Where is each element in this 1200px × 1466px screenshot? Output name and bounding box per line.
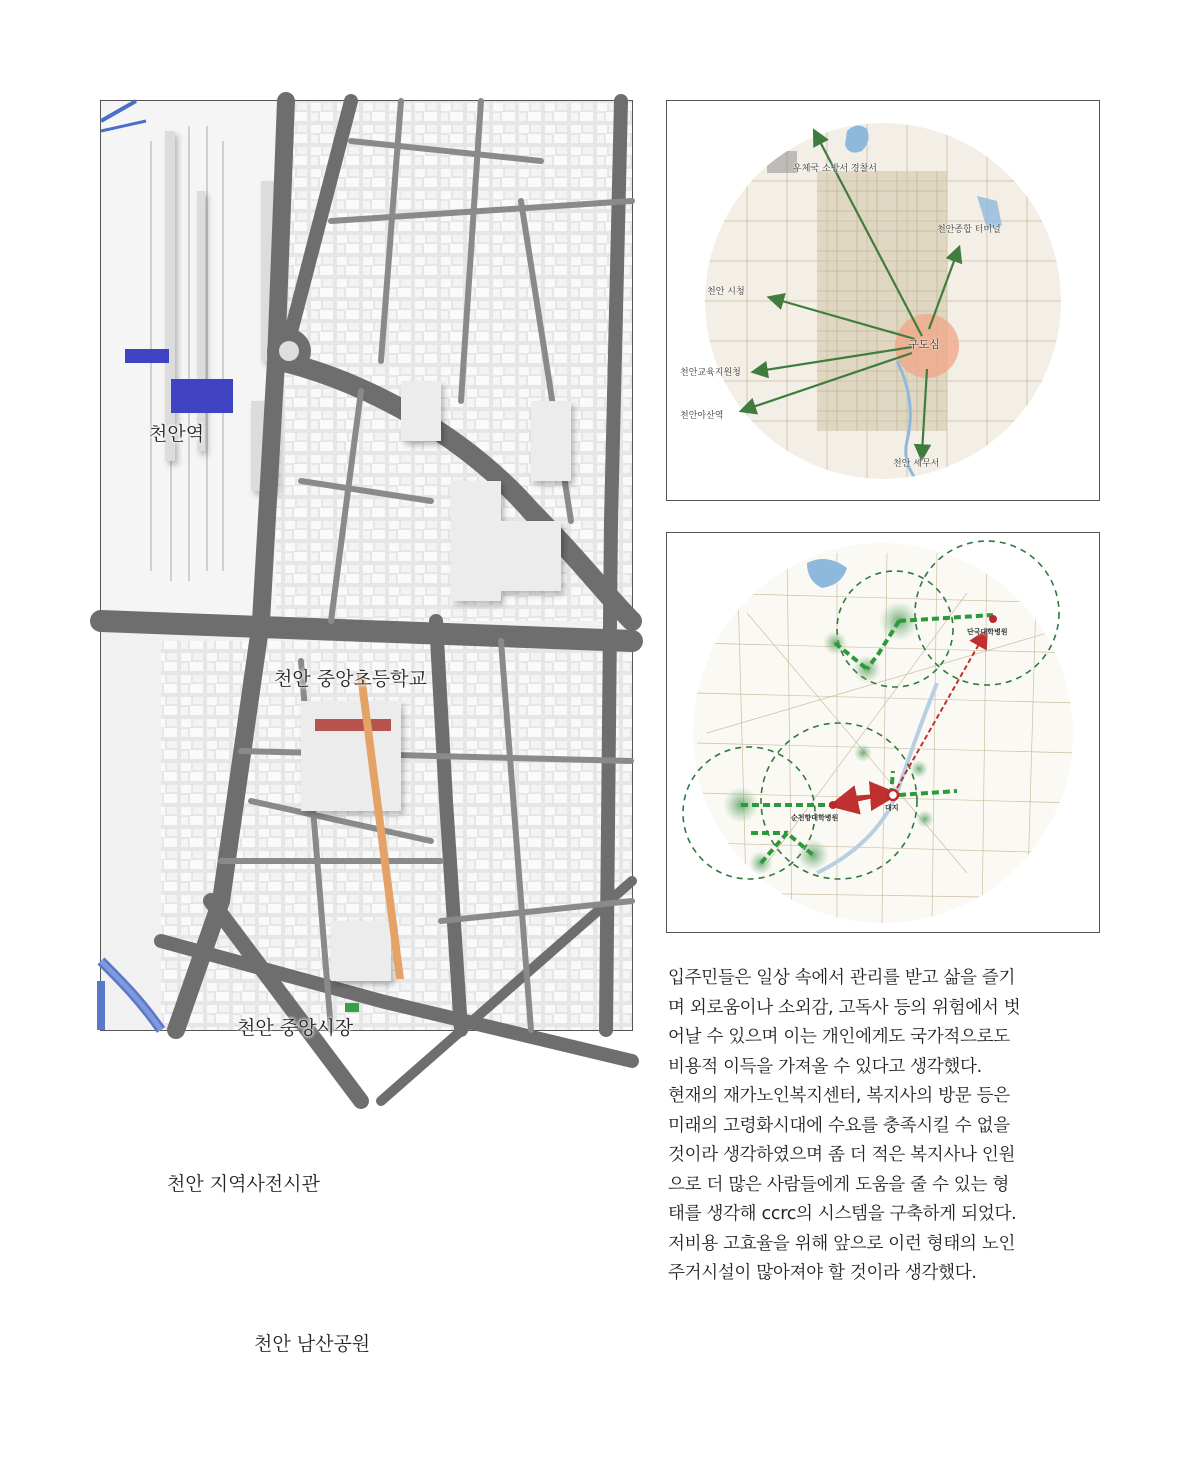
- city-map-graphic: [101, 101, 632, 1030]
- label-namsan-park: 천안 남산공원: [254, 1333, 371, 1355]
- label-old-downtown: 구도심: [908, 338, 940, 351]
- label-post-fire-police: 우체국 소방서 경찰서: [793, 164, 877, 174]
- accessibility-map-panel: [666, 100, 1100, 501]
- label-site: 대지: [885, 804, 899, 812]
- description-text: [668, 964, 1100, 1289]
- paragraph-3: 저비용 고효율을 위해 앞으로 이런 형태의 노인 주거시설이 많아져야 할 것이라 생각했다.: [668, 1233, 1016, 1283]
- label-central-elementary-school: 천안 중앙초등학교: [274, 668, 427, 690]
- network-map-panel: [666, 532, 1100, 933]
- label-history-hall: 천안 지역사전시관: [167, 1173, 320, 1195]
- city-map-panel: [100, 100, 633, 1355]
- paragraph-2: 현재의 재가노인복지센터, 복지사의 방문 등은 미래의 고령화시대에 수요를 충족시킬 수 없을 것이라 생각하였으며 좀 더 적은 복지사나 인원 으로 더 많은 사람들에게 도움을 줄 수 있는 형 태를 생각해 ccrc의 시스템을 구축하게 되었다.: [668, 1086, 1017, 1224]
- label-central-market: 천안 중앙시장: [237, 1017, 354, 1039]
- accessibility-map-graphic: [667, 101, 1099, 500]
- paragraph-1: 입주민들은 일상 속에서 관리를 받고 삶을 즐기 며 외로움이나 소외감, 고독사 등의 위험에서 벗 어날 수 있으며 이는 개인에게도 국가적으로도 비용적 이득을 가져올 수 있다고 생각했다.: [668, 968, 1021, 1077]
- label-tax-office: 천안 세무서: [893, 459, 940, 469]
- label-bus-terminal: 천안종합 터미널: [937, 225, 1001, 235]
- label-city-hall: 천안 시청: [707, 287, 745, 297]
- label-dankook-hospital: 단국대학병원: [967, 628, 1008, 636]
- label-cheonan-station: 천안역: [149, 423, 205, 445]
- network-map-graphic: [667, 533, 1099, 932]
- label-education-office: 천안교육지원청: [680, 368, 741, 378]
- label-asan-station: 천안아산역: [680, 411, 724, 421]
- label-soonchunhyang-hospital: 순천향대학병원: [791, 814, 839, 822]
